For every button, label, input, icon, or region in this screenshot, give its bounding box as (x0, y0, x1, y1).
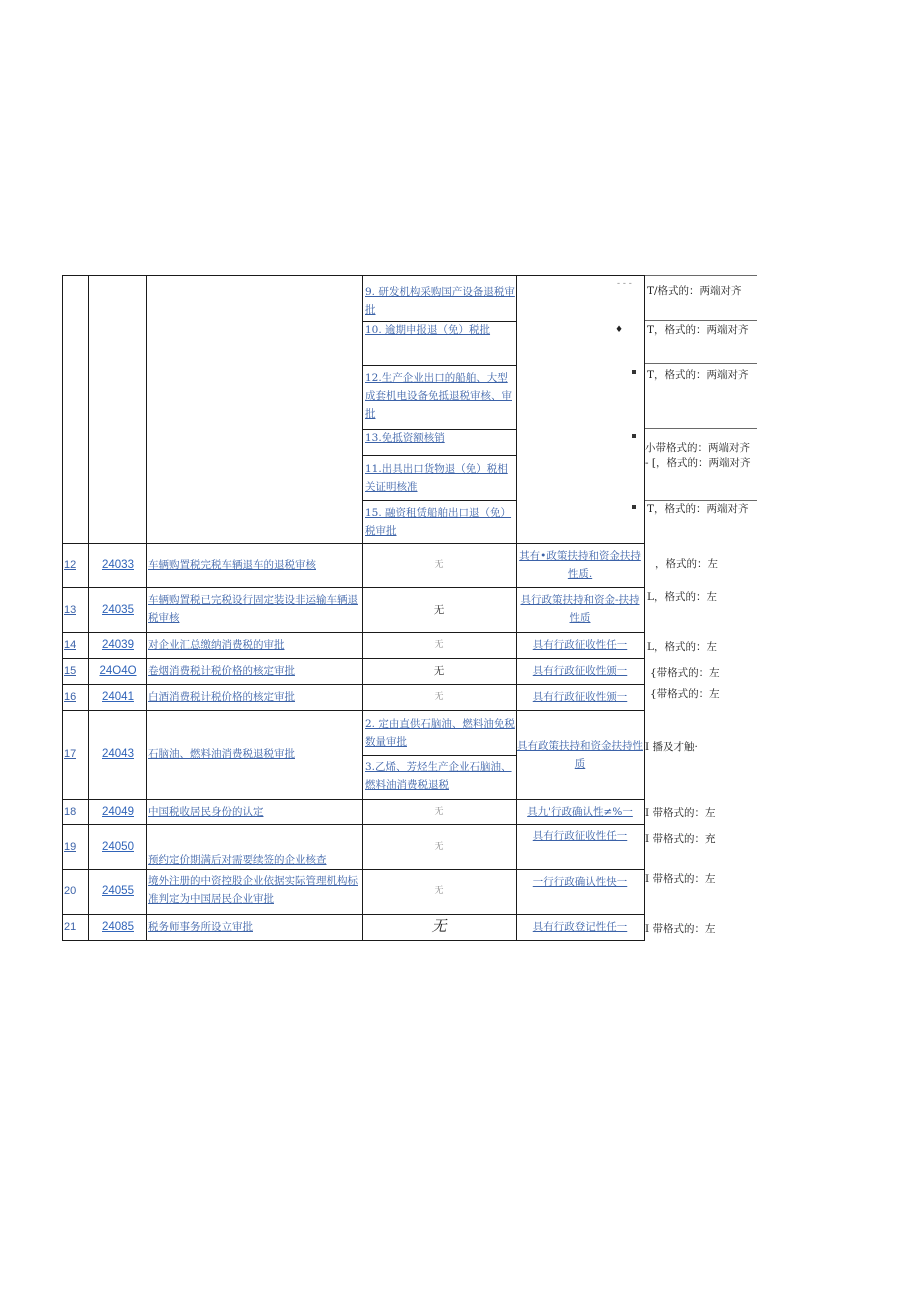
sub-item: 无 (431, 917, 447, 935)
format-note: T，格式的：两端对齐 (647, 324, 749, 336)
item-nature[interactable]: 具有行政征收性颁一 (532, 691, 628, 703)
item-name[interactable]: 预约定价期满后对需要续签的企业核查 (148, 854, 327, 866)
approval-table (62, 275, 645, 941)
sub-item: 无 (433, 604, 445, 616)
item-nature[interactable]: 具九'行政确认性≠%一 (527, 806, 633, 818)
item-name[interactable]: 车辆购置税完税车辆退车的退税审核 (148, 559, 316, 571)
bullet-mark (632, 434, 636, 438)
item-code[interactable]: 24055 (102, 885, 134, 897)
sub-item[interactable]: 15. 融资租赁船舶出口退（免）税审批 (365, 507, 512, 537)
item-code[interactable]: 24O4O (99, 665, 137, 677)
item-nature[interactable]: 具有行政征收性颁一 (532, 665, 628, 677)
item-nature[interactable]: 具有行政征收性任一 (532, 639, 628, 651)
note-divider (645, 363, 757, 364)
item-nature[interactable]: 其有•政策扶持和资金扶持性质. (519, 550, 641, 580)
sub-item: 无 (434, 560, 444, 570)
item-name[interactable]: 车辆购置税已完税设行固定装设非运输车辆退税审核 (148, 594, 358, 624)
format-note: {带格式的：左 (650, 688, 720, 700)
item-name[interactable]: 白酒消费税计税价格的核定审批 (148, 691, 295, 703)
sub-item: 无 (434, 807, 444, 817)
item-code[interactable]: 24050 (102, 841, 134, 853)
format-note: I 带格式的：左 (645, 923, 716, 935)
bullet-mark (632, 505, 636, 509)
sub-item[interactable]: 12.生产企业出口的船舶、大型成套机电设备免抵退税审核、审批 (365, 372, 512, 420)
sub-item: 无 (434, 886, 444, 896)
format-note: I 带格式的：充 (645, 833, 716, 845)
item-name[interactable]: 卷烟消费税计税价格的核定审批 (148, 665, 295, 677)
note-divider (645, 428, 757, 429)
format-note: L，格式的：左 (647, 591, 717, 603)
row-number: 20 (64, 885, 77, 897)
item-code[interactable]: 24043 (102, 748, 134, 760)
item-nature[interactable]: 具有行政征收性任一 (532, 830, 628, 842)
item-nature[interactable]: 具行政策扶持和资金-扶持性质 (520, 594, 640, 624)
dash-mark: - - - (617, 279, 632, 289)
item-code[interactable]: 24041 (102, 691, 134, 703)
sub-item[interactable]: 3.乙烯、芳烃生产企业石脑油、燃料油消费税退税 (365, 761, 512, 791)
sub-item: 无 (434, 842, 444, 852)
format-note: - [，格式的：两端对齐 (645, 457, 751, 469)
sub-item: 无 (434, 692, 444, 702)
row-number: 15 (64, 665, 77, 677)
row-number: 16 (64, 691, 77, 703)
note-divider (645, 320, 757, 321)
row-number: 13 (64, 604, 77, 616)
format-note: T，格式的：两端对齐 (647, 369, 749, 381)
sub-item[interactable]: 10. 逾期申报退（免）税批 (365, 324, 491, 336)
item-nature[interactable]: 一行行政确认性快一 (532, 876, 628, 888)
row-number: 21 (64, 921, 77, 933)
item-name[interactable]: 境外注册的中资控股企业依据实际管理机构标准判定为中国居民企业审批 (148, 875, 358, 905)
item-code[interactable]: 24085 (102, 921, 134, 933)
note-divider (645, 275, 757, 276)
row-number: 17 (64, 748, 77, 760)
item-code[interactable]: 24049 (102, 806, 134, 818)
sub-item: 无 (433, 665, 445, 677)
row-number: 14 (64, 639, 77, 651)
row-number: 18 (64, 806, 77, 818)
row-number: 19 (64, 841, 77, 853)
item-code[interactable]: 24039 (102, 639, 134, 651)
format-note: T/格式的：两端对齐 (647, 285, 742, 297)
item-code[interactable]: 24033 (102, 559, 134, 571)
format-note: 小带格式的：两端对齐 (645, 442, 750, 454)
row-number: 12 (64, 559, 77, 571)
format-note: I 带格式的：左 (645, 807, 716, 819)
format-note: L，格式的：左 (647, 641, 717, 653)
item-name[interactable]: 石脑油、燃料油消费税退税审批 (148, 748, 295, 760)
sub-item[interactable]: 11.出具出口货物退（免）税相关证明核准 (365, 463, 508, 493)
format-note: T，格式的：两端对齐 (647, 503, 749, 515)
format-note: ，格式的：左 (655, 558, 718, 570)
item-nature[interactable]: 具有政策扶持和资金扶持性质 (517, 740, 643, 770)
item-code[interactable]: 24035 (102, 604, 134, 616)
sub-item[interactable]: 2. 定由直供石脑油、燃料油免税数量审批 (365, 718, 515, 748)
sub-item: 无 (434, 640, 444, 650)
format-note: I 带格式的：左 (645, 873, 716, 885)
bullet-mark (632, 370, 636, 374)
diamond-mark: ♦ (615, 325, 624, 335)
sub-item[interactable]: 13.免抵资额核销 (365, 432, 445, 444)
format-note: I 播及才触· (645, 741, 698, 753)
item-name[interactable]: 对企业汇总缴纳消费税的审批 (148, 639, 285, 651)
item-name[interactable]: 税务师事务所设立审批 (148, 921, 253, 933)
format-note: {带格式的：左 (650, 667, 720, 679)
sub-item[interactable]: 9. 研发机构采购国产设备退税审批 (365, 286, 515, 316)
item-name[interactable]: 中国税收居民身份的认定 (148, 806, 264, 818)
item-nature[interactable]: 具有行政登记性任一 (532, 921, 628, 933)
